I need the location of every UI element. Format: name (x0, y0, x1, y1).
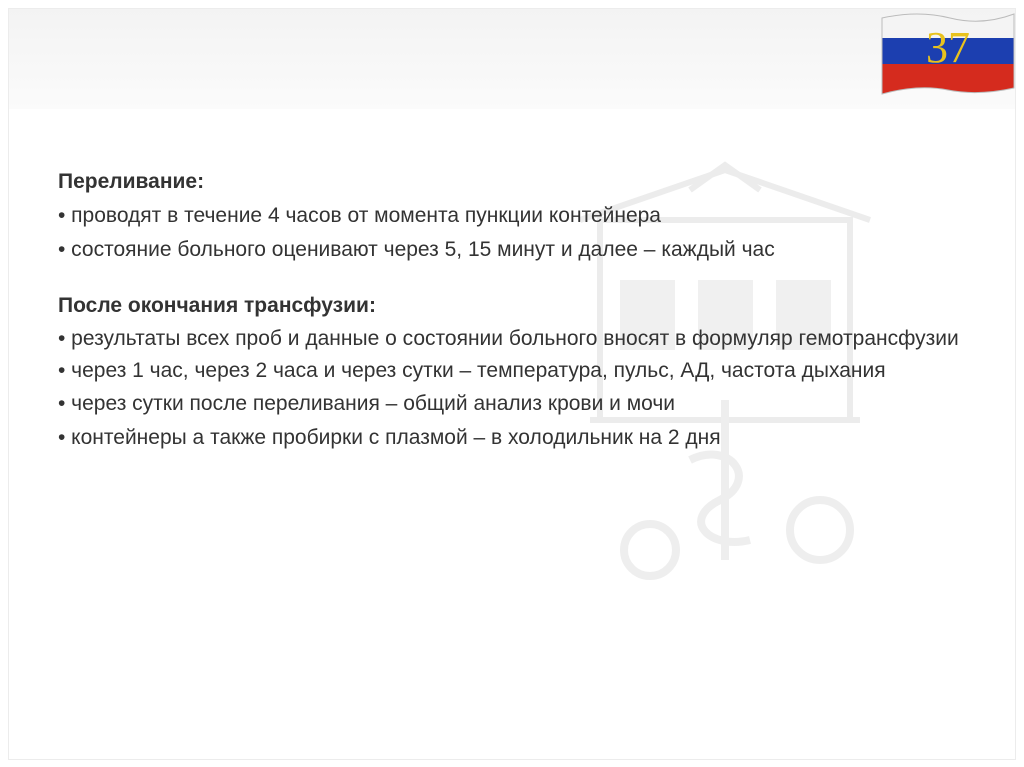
list-item: • состояние больного оценивают через 5, 15 минут и далее – каждый час (58, 238, 775, 261)
section-heading-transfusion: Переливание: (58, 170, 205, 193)
list-item: • контейнеры а также пробирки с плазмой – в холодильник на 2 дня (58, 426, 721, 449)
list-item: • проводят в течение 4 часов от момента пункции контейнера (58, 204, 661, 227)
list-item: • через 1 час, через 2 часа и через сутки – температура, пульс, АД, частота дыхания (58, 359, 886, 382)
slide-number: 37 (926, 23, 970, 72)
section-heading-after-transfusion: После окончания трансфузии: (58, 294, 376, 317)
list-item: • результаты всех проб и данные о состоянии больного вносят в формуляр гемотрансфузии (58, 327, 959, 350)
list-item: • через сутки после переливания – общий анализ крови и мочи (58, 392, 676, 415)
header-band (9, 9, 1015, 109)
slide-body (58, 165, 978, 455)
